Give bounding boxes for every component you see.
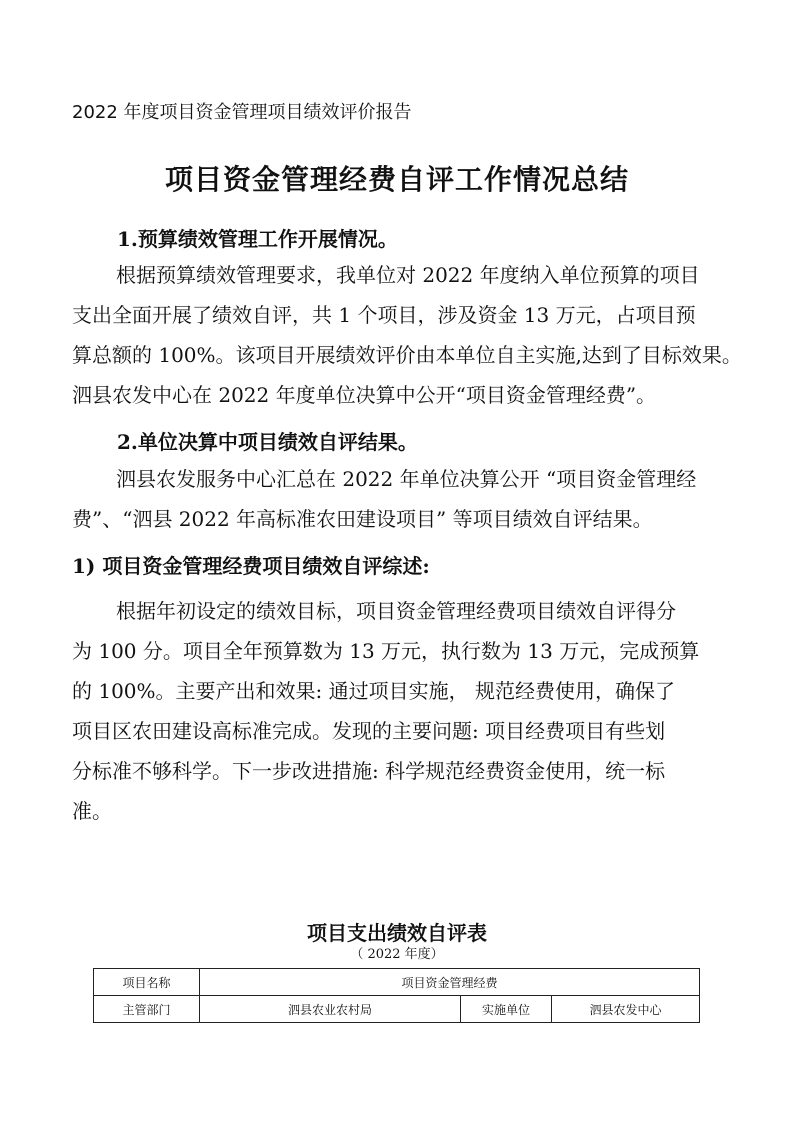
section-1-line: 支出全面开展了绩效自评，共 1 个项目，涉及资金 13 万元，占项目预 <box>72 303 696 327</box>
subsection-1-line: 准。 <box>72 799 112 823</box>
subsection-1-line: 根据年初设定的绩效目标，项目资金管理经费项目绩效自评得分 <box>116 599 676 623</box>
section-1-line: 泗县农发中心在 2022 年度单位决算中公开“项目资金管理经费”。 <box>72 383 657 407</box>
subsection-1-body <box>72 591 727 831</box>
dept-value: 泗县农业农村局 <box>200 996 461 1023</box>
section-1-line: 根据预算绩效管理要求，我单位对 2022 年度纳入单位预算的项目 <box>116 263 700 287</box>
table-row <box>94 996 700 1023</box>
page-title: 项目资金管理经费自评工作情况总结 <box>164 163 629 196</box>
dept-label: 主管部门 <box>94 996 200 1023</box>
subsection-1-line: 分标准不够科学。下一步改进措施: 科学规范经费资金使用，统一标 <box>72 759 666 783</box>
project-name-value: 项目资金管理经费 <box>200 969 700 996</box>
section-1-line: 算总额的 100%。该项目开展绩效评价由本单位自主实施,达到了目标效果。 <box>72 343 742 367</box>
impl-value: 泗县农发中心 <box>552 996 700 1023</box>
table-subtitle: （ 2022 年度） <box>350 947 444 962</box>
table-title: 项目支出绩效自评表 <box>307 921 487 945</box>
section-2-heading: 2.单位决算中项目绩效自评结果。 <box>117 430 418 454</box>
section-1-body <box>72 255 742 415</box>
section-1-heading: 1.预算绩效管理工作开展情况。 <box>117 227 398 251</box>
section-2-line: 费”、“泗县 2022 年高标准农田建设项目” 等项目绩效自评结果。 <box>72 507 653 531</box>
subsection-1-line: 的 100%。主要产出和效果: 通过项目实施， 规范经费使用，确保了 <box>72 679 675 703</box>
subsection-1-line: 项目区农田建设高标准完成。发现的主要问题: 项目经费项目有些划 <box>72 719 666 743</box>
section-2-body <box>72 459 727 539</box>
table-row <box>94 969 700 996</box>
self-evaluation-table <box>93 968 700 1023</box>
section-2-line: 泗县农发服务中心汇总在 2022 年单位决算公开 “项目资金管理经 <box>116 467 697 491</box>
subsection-1-heading: 1) 项目资金管理经费项目绩效自评综述: <box>72 554 430 578</box>
impl-label: 实施单位 <box>461 996 552 1023</box>
subsection-1-line: 为 100 分。项目全年预算数为 13 万元，执行数为 13 万元，完成预算 <box>72 639 700 663</box>
project-name-label: 项目名称 <box>94 969 200 996</box>
document-header: 2022 年度项目资金管理项目绩效评价报告 <box>72 102 412 123</box>
